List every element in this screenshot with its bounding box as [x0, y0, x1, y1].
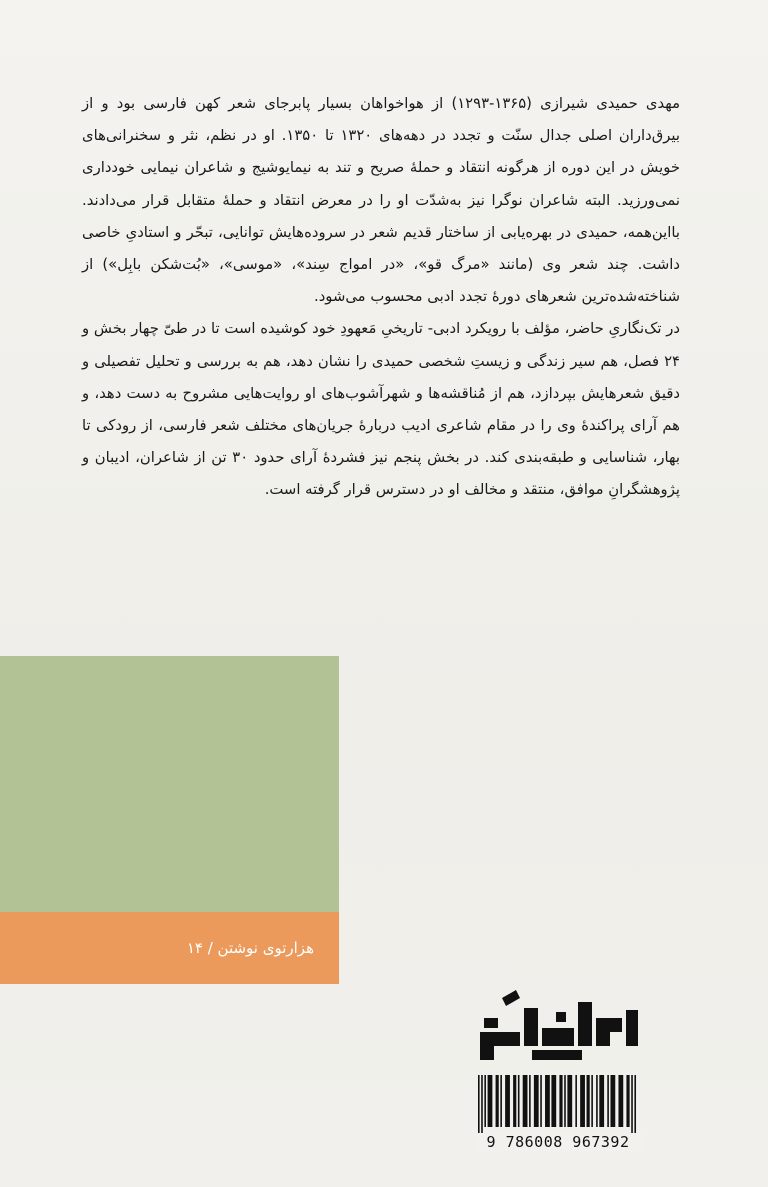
description-paragraph-2: در تک‌نگاریِ حاضر، مؤلف با رویکرد ادبی- تاریخیِ مَعهودِ خود کوشیده است تا در طیّ چهار بخش و ۲۴ فصل، هم سیر زندگی و زیستِ شخصی حمیدی را نشان دهد، هم به بررسی و تحلیل تفصیلی و دقیق شعرهایش بپردازد، هم از مُناقشه‌ها و شهرآشوب‌های او روایت‌هایی مشروح به دست دهد، و هم آرای پراکندهٔ وی را در مقام شاعری ادیب دربارهٔ جریان‌های مختلف شعر فارسی، از رودکی تا بهار، شناسایی و طبقه‌بندی کند. در بخش پنجم نیز فشردهٔ آرای حدود ۳۰ تن از شاعران، ادیبان و پژوهشگرانِ موافق، منتقد و مخالف او در دسترس قرار گرفته است.: [82, 320, 680, 499]
series-band: [0, 912, 339, 984]
barcode-bar: [587, 1075, 590, 1127]
barcode-bar: [478, 1075, 480, 1133]
barcode-bar: [591, 1075, 593, 1127]
description-paragraph-1: مهدی حمیدی شیرازی (۱۳۶۵-۱۲۹۳) از هواخواهان بسیار پابرجای شعر کهن فارسی بود و از بیرق‌داران اصلی جدال سنّت و تجدد در دهه‌های ۱۳۲۰ تا ۱۳۵۰. او در نظم، نثر و سخنرانی‌های خویش در این دوره از هرگونه انتقاد و حملهٔ صریح و تند به نیمایوشیج و شاعران نیمایی خودداری نمی‌ورزید. البته شاعران نوگرا نیز به‌شدّت او را در معرض انتقاد و حملهٔ متقابل قرار می‌دادند. با‌این‌همه، حمیدی در بهره‌یابی از ساختار قدیم شعر در سروده‌هایش توانایی، تبحّر و استادیِ خاصی داشت. چند شعر وی (مانند «مرگ قو»، «در امواج سِند»، «موسی»، «بُت‌شکن بابِل») از شناخته‌شده‌ترین شعرهای دورهٔ تجدد ادبی محسوب می‌شود.: [82, 95, 680, 306]
barcode-bar: [534, 1075, 539, 1127]
barcode-bar: [513, 1075, 516, 1127]
barcode-bar: [618, 1075, 623, 1127]
barcode-bar: [607, 1075, 609, 1127]
barcode-bar: [518, 1075, 520, 1127]
description-text: [82, 88, 680, 507]
barcode-bar: [545, 1075, 550, 1127]
barcode-bar: [626, 1075, 629, 1127]
barcode-bar: [496, 1075, 499, 1127]
barcode-bar: [484, 1075, 486, 1127]
isbn-number: 9 786008 967392: [474, 1133, 642, 1151]
barcode-bar: [567, 1075, 572, 1127]
publisher-logo-icon: [472, 988, 644, 1070]
barcode-bar: [596, 1075, 598, 1127]
barcode-bar: [540, 1075, 542, 1127]
barcode-bar: [488, 1075, 493, 1127]
barcode-bar: [634, 1075, 636, 1133]
barcode-bar: [505, 1075, 510, 1127]
barcode-bar: [599, 1075, 604, 1127]
barcode-bar: [481, 1075, 483, 1133]
barcode: [478, 1075, 644, 1133]
barcode-bar: [575, 1075, 577, 1127]
barcode-bar: [559, 1075, 562, 1127]
barcode-bar: [580, 1075, 585, 1127]
series-label: هزارتوی نوشتن / ۱۴: [186, 939, 314, 957]
barcode-bar: [610, 1075, 615, 1127]
barcode-bar: [500, 1075, 502, 1127]
barcode-bar: [564, 1075, 566, 1127]
green-color-block: [0, 656, 339, 912]
barcode-bar: [523, 1075, 528, 1127]
barcode-bar: [551, 1075, 556, 1127]
barcode-bar: [529, 1075, 531, 1127]
barcode-bar: [631, 1075, 633, 1133]
